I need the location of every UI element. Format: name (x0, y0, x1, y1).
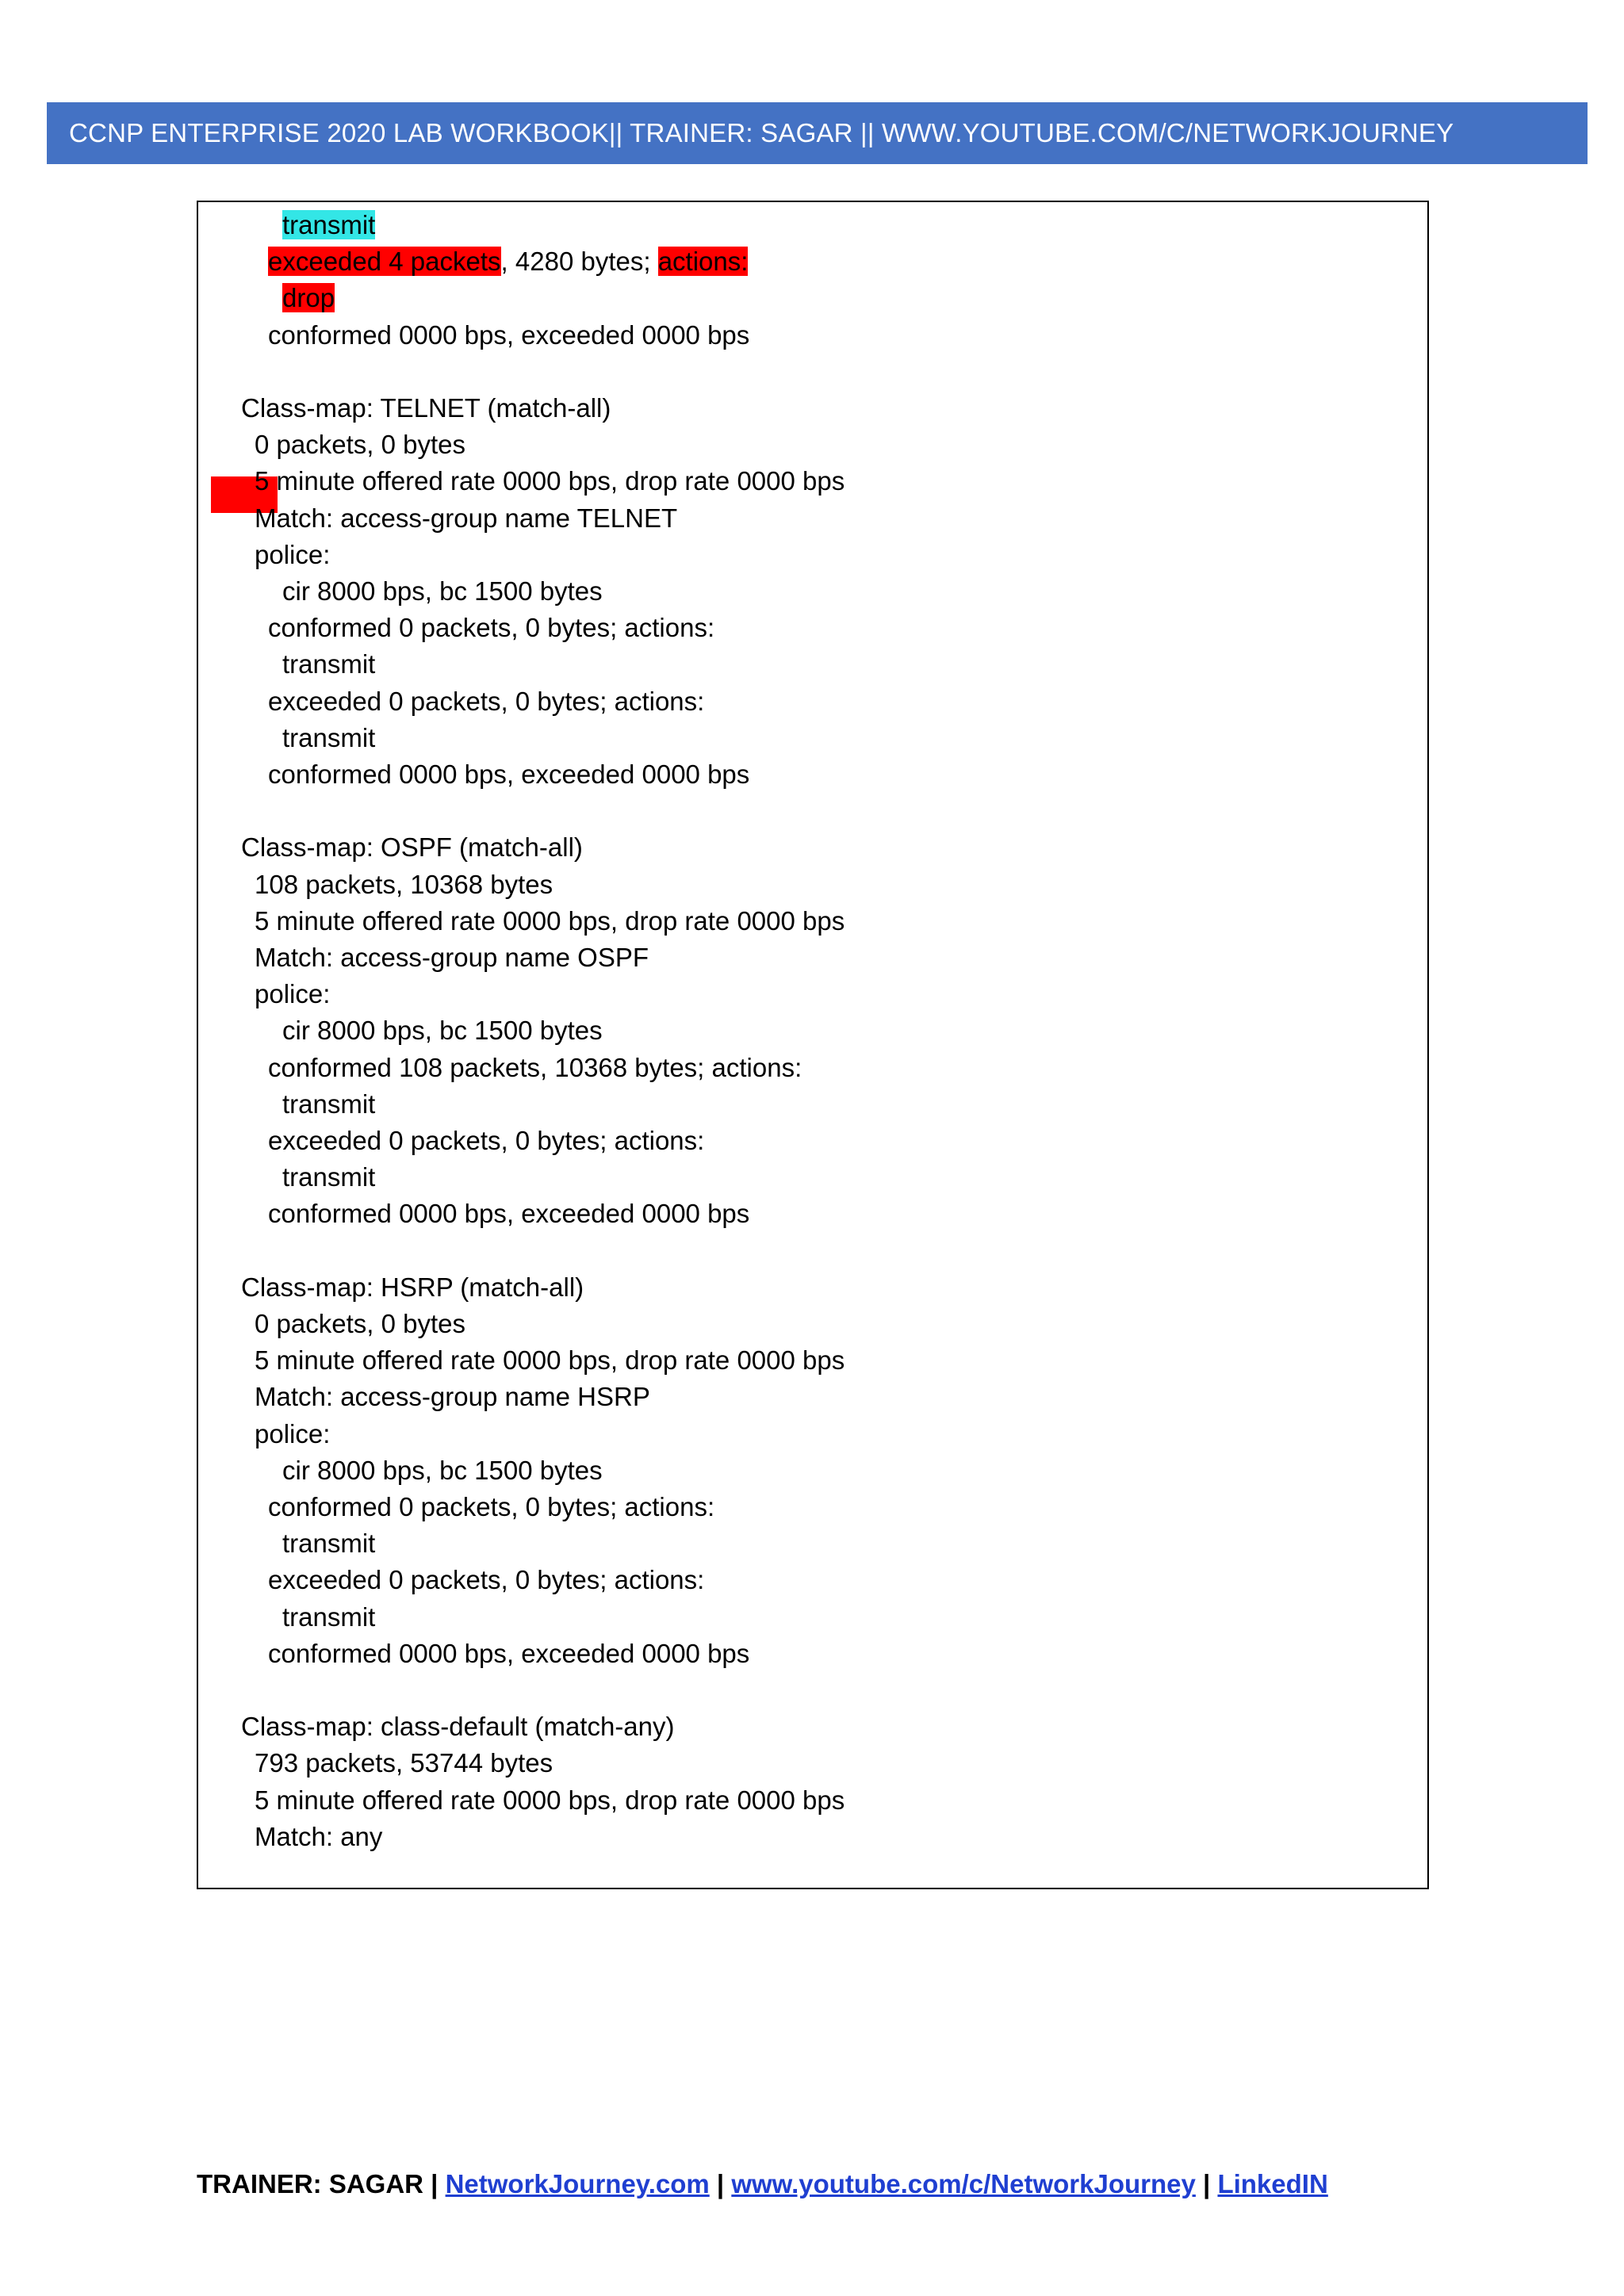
cli-text: 793 packets, 53744 bytes (255, 1748, 553, 1778)
footer-separator: | (709, 2169, 732, 2198)
cli-text: 5 minute offered rate 0000 bps, drop rate 0000 bps (255, 905, 845, 936)
cli-text: transmit (282, 1601, 376, 1632)
cli-text: conformed 108 packets, 10368 bytes; actions: (268, 1052, 802, 1082)
cli-line (282, 1525, 375, 1562)
footer-separator: | (1195, 2169, 1218, 2198)
highlighted-text: drop (282, 283, 335, 313)
cli-line (268, 1123, 704, 1159)
cli-text: transmit (282, 1089, 376, 1119)
cli-line (255, 1745, 553, 1781)
cli-line (268, 1196, 749, 1232)
cli-text: Match: any (255, 1821, 383, 1851)
cli-text: Match: access-group name TELNET (255, 503, 678, 533)
cli-line (241, 829, 583, 866)
cli-line (255, 1782, 845, 1819)
highlighted-text: actions: (657, 247, 749, 277)
highlighted-text: transmit (282, 210, 376, 239)
cli-output-box (197, 201, 1429, 1889)
footer-trainer: TRAINER: SAGAR (197, 2169, 423, 2198)
cli-line (255, 537, 330, 573)
cli-text: police: (255, 979, 331, 1009)
cli-text: 0 packets, 0 bytes (255, 1309, 465, 1338)
footer-link-networkjourney[interactable]: NetworkJourney.com (445, 2169, 710, 2198)
cli-text: , 4280 bytes; (500, 247, 658, 277)
cli-text: police: (255, 1418, 331, 1448)
cli-line (255, 903, 845, 939)
cli-line (255, 1342, 845, 1379)
cli-line (268, 683, 704, 720)
cli-line (282, 720, 375, 756)
page-header (47, 102, 1588, 164)
cli-line (268, 317, 749, 354)
cli-text: transmit (282, 1529, 376, 1559)
cli-line (268, 1489, 714, 1525)
cli-text: transmit (282, 649, 376, 679)
cli-text: cir 8000 bps, bc 1500 bytes (282, 1455, 603, 1485)
cli-text: conformed 0 packets, 0 bytes; actions: (268, 613, 715, 643)
cli-line (255, 463, 845, 499)
cli-line (268, 756, 749, 793)
cli-text: conformed 0000 bps, exceeded 0000 bps (268, 1638, 750, 1668)
cli-text: conformed 0000 bps, exceeded 0000 bps (268, 760, 750, 789)
cli-text: Match: access-group name HSRP (255, 1382, 650, 1412)
cli-text: Match: access-group name OSPF (255, 943, 649, 972)
cli-text: 108 packets, 10368 bytes (255, 869, 553, 899)
cli-text: police: (255, 539, 331, 569)
page-footer (197, 2164, 1328, 2204)
cli-line (282, 280, 335, 316)
cli-text: transmit (282, 722, 376, 752)
cli-text: 5 minute offered rate 0000 bps, drop rate 0000 bps (255, 466, 845, 496)
cli-line (268, 1562, 704, 1598)
cli-line (268, 1050, 802, 1086)
cli-line (255, 1416, 330, 1452)
cli-text: Class-map: TELNET (match-all) (241, 393, 611, 423)
cli-line (255, 939, 649, 976)
cli-text: Class-map: class-default (match-any) (241, 1712, 675, 1742)
cli-text: 5 minute offered rate 0000 bps, drop rate 0000 bps (255, 1345, 845, 1376)
cli-line (268, 1636, 749, 1672)
cli-text: conformed 0000 bps, exceeded 0000 bps (268, 320, 750, 350)
cli-text: exceeded 0 packets, 0 bytes; actions: (268, 686, 705, 716)
cli-line (255, 1379, 650, 1415)
cli-line (241, 1269, 584, 1306)
cli-line (282, 646, 375, 683)
cli-line (255, 976, 330, 1012)
cli-line (282, 1599, 375, 1636)
header-title: CCNP ENTERPRISE 2020 LAB WORKBOOK|| TRAINER: SAGAR || WWW.YOUTUBE.COM/C/NETWORKJOURNEY (69, 118, 1454, 147)
cli-line (241, 1709, 675, 1745)
cli-text: 0 packets, 0 bytes (255, 430, 465, 460)
cli-text: transmit (282, 1162, 376, 1192)
cli-line (282, 1086, 375, 1123)
cli-line (255, 1306, 465, 1342)
cli-line (255, 867, 553, 903)
cli-line (255, 500, 677, 537)
cli-text: exceeded 0 packets, 0 bytes; actions: (268, 1126, 705, 1155)
cli-line (255, 1819, 382, 1855)
footer-link-youtube[interactable]: www.youtube.com/c/NetworkJourney (731, 2169, 1196, 2198)
highlighted-text: exceeded 4 packets (268, 247, 501, 277)
cli-text: cir 8000 bps, bc 1500 bytes (282, 576, 603, 606)
cli-line (282, 207, 375, 243)
cli-text: Class-map: OSPF (match-all) (241, 832, 583, 863)
footer-link-linkedin[interactable]: LinkedIN (1217, 2169, 1328, 2198)
cli-line (282, 573, 603, 610)
cli-text: conformed 0000 bps, exceeded 0000 bps (268, 1199, 750, 1229)
cli-line (268, 610, 714, 646)
cli-line (282, 1012, 603, 1049)
cli-text: exceeded 0 packets, 0 bytes; actions: (268, 1565, 705, 1595)
cli-text: cir 8000 bps, bc 1500 bytes (282, 1016, 603, 1046)
cli-line (255, 427, 465, 463)
cli-text: Class-map: HSRP (match-all) (241, 1272, 584, 1302)
cli-line (282, 1159, 375, 1196)
cli-line (241, 390, 611, 427)
cli-line (282, 1452, 603, 1489)
cli-text: 5 minute offered rate 0000 bps, drop rate 0000 bps (255, 1785, 845, 1815)
cli-text: conformed 0 packets, 0 bytes; actions: (268, 1492, 715, 1521)
footer-separator: | (423, 2169, 446, 2198)
cli-line (268, 243, 748, 280)
